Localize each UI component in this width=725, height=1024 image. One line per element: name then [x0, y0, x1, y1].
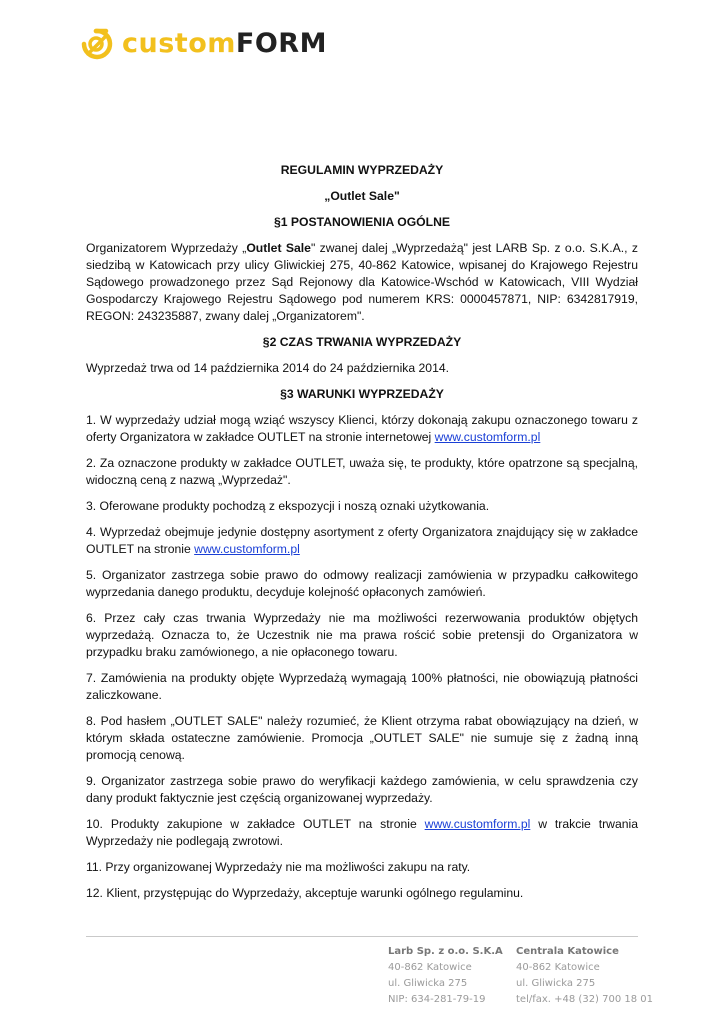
customform-logo-icon: [76, 24, 116, 64]
rule-item-6: 6. Przez cały czas trwania Wyprzedaży nie ma możliwości rezerwowania produktów objętych wyprzedażą. Oznacza to, że Uczestnik nie ma prawa rościć sobie pretensji do Organizatora w przypadku braku zamówionego, a nie opłaconego towaru.: [86, 611, 638, 659]
section-3-heading: §3 WARUNKI WYPRZEDAŻY: [280, 387, 444, 401]
footer-company-nip: NIP: 634-281-79-19: [388, 994, 486, 1005]
document-body: [86, 162, 638, 911]
rule-item-11: 11. Przy organizowanej Wyprzedaży nie ma możliwości zakupu na raty.: [86, 860, 471, 874]
footer-company-street: ul. Gliwicka 275: [388, 978, 468, 989]
rule-item-12: 12. Klient, przystępując do Wyprzedaży, akceptuje warunki ogólnego regulaminu.: [86, 886, 524, 900]
section-1-text: Organizatorem Wyprzedaży „Outlet Sale" zwanej dalej „Wyprzedażą" jest LARB Sp. z o.o. S.K.A., z siedzibą w Katowicach przy ulicy Gliwickiej 275, 40-862 Katowice, wpisanej do Krajowego Rejestru Sądowego prowadzonego przez Sąd Rejonowy dla Katowice-Wschód w Katowicach, VIII Wydział Gospodarczy Krajowego Rejestru Sądowego pod numerem KRS: 0000457871, NIP: 6342817919, REGON: 243235887, zwany dalej „Organizatorem".: [86, 241, 638, 323]
footer-company-name: Larb Sp. z o.o. S.K.A: [388, 946, 503, 957]
rule-item-2: 2. Za oznaczone produkty w zakładce OUTLET, uważa się, te produkty, które opatrzone są specjalną, widoczną ceną z nazwą „Wyprzedaż".: [86, 456, 638, 487]
rule-item-5: 5. Organizator zastrzega sobie prawo do odmowy realizacji zamówienia w przypadku całkowitego wyprzedania danego produktu, decyduje kolejność opłaconych zamówień.: [86, 568, 638, 599]
rule-item-10: 10. Produkty zakupione w zakładce OUTLET na stronie www.customform.pl w trakcie trwania Wyprzedaży nie podlegają zwrotowi.: [86, 817, 638, 848]
rule-item-1: 1. W wyprzedaży udział mogą wziąć wszyscy Klienci, którzy dokonają zakupu oznaczonego towaru z oferty Organizatora w zakładce OUTLET na stronie internetowej www.customform.pl: [86, 413, 638, 444]
outlet-sale-bold: Outlet Sale: [246, 241, 311, 255]
footer-divider: [86, 936, 638, 937]
customform-link[interactable]: www.customform.pl: [424, 817, 531, 831]
logo-wordmark: [122, 24, 327, 64]
section-2-heading: §2 CZAS TRWANIA WYPRZEDAŻY: [262, 335, 462, 349]
rule-item-4: 4. Wyprzedaż obejmuje jedynie dostępny asortyment z oferty Organizatora znajdujący się w zakładce OUTLET na stronie www.customform.pl: [86, 525, 638, 556]
company-logo: [76, 24, 327, 64]
footer-headquarters-info: [516, 944, 653, 1008]
footer-hq-heading: Centrala Katowice: [516, 946, 619, 957]
footer-hq-city: 40-862 Katowice: [516, 962, 600, 973]
rule-item-7: 7. Zamówienia na produkty objęte Wyprzedażą wymagają 100% płatności, nie obowiązują płatności zaliczkowane.: [86, 671, 638, 702]
rule-item-9: 9. Organizator zastrzega sobie prawo do weryfikacji każdego zamówienia, w celu sprawdzenia czy dany produkt faktycznie jest częścią organizowanej wyprzedaży.: [86, 774, 638, 805]
rule-item-8: 8. Pod hasłem „OUTLET SALE" należy rozumieć, że Klient otrzyma rabat obowiązujący na dzień, w którym składa ostateczne zamówienie. Promocja „OUTLET SALE" nie sumuje się z żadną inną promocją cenową.: [86, 714, 638, 762]
rule-item-3: 3. Oferowane produkty pochodzą z ekspozycji i noszą oznaki użytkowania.: [86, 499, 490, 513]
logo-part2: FORM: [235, 28, 327, 59]
logo-part1: custom: [122, 28, 236, 59]
customform-link[interactable]: www.customform.pl: [434, 430, 541, 444]
document-subtitle: „Outlet Sale": [324, 189, 400, 203]
section-1-heading: §1 POSTANOWIENIA OGÓLNE: [273, 215, 451, 229]
footer-hq-phone: tel/fax. +48 (32) 700 18 01: [516, 994, 654, 1005]
customform-link[interactable]: www.customform.pl: [194, 542, 300, 556]
footer-hq-street: ul. Gliwicka 275: [516, 978, 596, 989]
footer-company-city: 40-862 Katowice: [388, 962, 472, 973]
footer-company-info: [388, 944, 503, 1008]
section-2-text: Wyprzedaż trwa od 14 października 2014 do 24 października 2014.: [86, 361, 450, 375]
document-title: REGULAMIN WYPRZEDAŻY: [280, 163, 444, 177]
